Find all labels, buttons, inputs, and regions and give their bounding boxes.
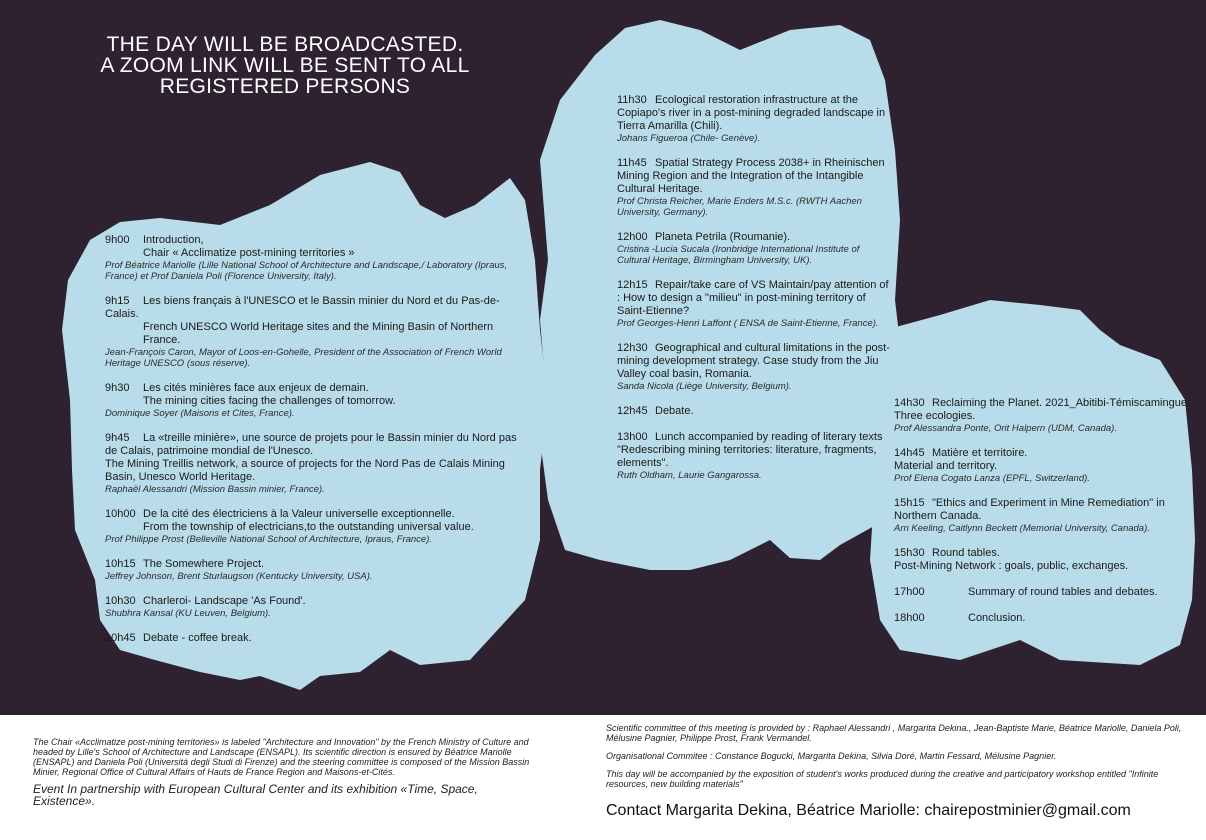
program-item [617, 231, 892, 266]
broadcast-headline [60, 34, 510, 97]
program-title: Les cités minières face aux enjeux de demain. [143, 382, 369, 394]
program-speakers: Arn Keeling, Caitlynn Beckett (Memorial University, Canada). [894, 523, 1150, 534]
program-title: Reclaiming the Planet. 2021_Abitibi-Témiscamingue: Three ecologies. [894, 397, 1191, 422]
program-time: 10h00 [105, 508, 136, 520]
program-title: De la cité des électriciens à la Valeur universelle exceptionnelle. [143, 508, 455, 520]
program-item [105, 595, 525, 619]
program-time: 12h15 [617, 279, 648, 291]
program-title: Debate. [655, 405, 694, 417]
program-speakers: Johans Figueroa (Chile- Genève). [617, 133, 761, 144]
program-time: 9h00 [105, 234, 130, 246]
program-time: 15h15 [894, 497, 925, 509]
chair-description: The Chair «Acclimatize post-mining territories» is labeled "Architecture and Innovation" by the French Ministry of Culture and headed by Lille's School of Architecture and Landscape (ENSAPL). Its scientific direction is ensured by Béatrice Mariolle (ENSAPL) and Daniela Poli (Università degli Studi di Firenze) and the steering committee is composed of the Mission Bassin Minier, Regional Office of Cultural Affairs of Hauts de France Region and Maisons-et-Cités. [33, 737, 530, 777]
program-title: Les biens français à l'UNESCO et le Bassin minier du Nord et du Pas-de-Calais. [105, 295, 500, 320]
program-time: 9h30 [105, 382, 130, 394]
program-time: 15h30 [894, 547, 925, 559]
program-item [894, 497, 1194, 534]
program-item [617, 94, 892, 144]
partnership-note: Event In partnership with European Cultural Center and its exhibition «Time, Space, Existence». [33, 782, 478, 808]
program-title: Summary of round tables and debates. [968, 586, 1158, 598]
program-title: Repair/take care of VS Maintain/pay attention of : How to design a "milieu" in post-mining territory of Saint-Etienne? [617, 279, 889, 317]
program-subtitle: From the township of electricians,to the outstanding universal value. [143, 521, 474, 533]
program-time: 17h00 [894, 586, 925, 598]
program-item [617, 431, 892, 481]
program-item [894, 397, 1194, 434]
program-item [105, 432, 525, 495]
footer [0, 715, 1206, 840]
program-title: Charleroi- Landscape 'As Found'. [143, 595, 306, 607]
program-item [894, 612, 1194, 625]
exposition-note: This day will be accompanied by the exposition of student's works produced during the creative and participatory workshop entitled "Infinite resources, new building materials" [606, 769, 1159, 789]
program-time: 9h45 [105, 432, 130, 444]
program-title: Introduction, [143, 234, 204, 246]
program-time: 18h00 [894, 612, 925, 624]
scientific-committee: Scientific committee of this meeting is provided by : Raphael Alessandri , Margarita Dekina., Jean-Baptiste Marie, Béatrice Mariolle, Daniela Poli, Mélusine Pagnier, Philippe Prost, Frank Vermandel. [606, 723, 1182, 743]
program-item [894, 447, 1194, 484]
program-speakers: Jeffrey Johnson, Brent Sturlaugson (Kentucky University, USA). [105, 571, 373, 582]
headline-line-2: A ZOOM LINK WILL BE SENT TO ALL [100, 54, 470, 77]
headline-line-3: REGISTERED PERSONS [159, 75, 411, 98]
program-subtitle: Chair « Acclimatize post-mining territories » [143, 247, 355, 259]
footer-left [33, 737, 538, 807]
program-item [105, 632, 525, 645]
program-time: 14h30 [894, 397, 925, 409]
program-speakers: Jean-François Caron, Mayor of Loos-en-Gohelle, President of the Association of French World Heritage UNESCO (sous réserve). [105, 347, 502, 369]
program-time: 10h15 [105, 558, 136, 570]
program-subtitle: The Mining Treillis network, a source of projects for the Nord Pas de Calais Mining Basin, Unesco World Heritage. [105, 458, 505, 483]
midday-program [617, 94, 892, 494]
program-speakers: Prof Béatrice Mariolle (Lille National School of Architecture and Landscape,/ Laboratory (Ipraus, France) et Prof Daniela Poli (Florence University, Italy). [105, 260, 508, 282]
program-title: Debate - coffee break. [143, 632, 252, 644]
program-subtitle: French UNESCO World Heritage sites and the Mining Basin of Northern France. [143, 321, 494, 346]
program-title: La «treille minière», une source de projets pour le Bassin minier du Nord pas de Calais, patrimoine mondial de l'Unesco. [105, 432, 517, 457]
program-speakers: Prof Elena Cogato Lanza (EPFL, Switzerland). [894, 473, 1090, 484]
program-time: 10h30 [105, 595, 136, 607]
morning-program [105, 234, 525, 658]
program-item [894, 547, 1194, 573]
program-time: 9h15 [105, 295, 130, 307]
afternoon-program [894, 397, 1194, 638]
contact-line: Contact Margarita Dekina, Béatrice Mariolle: chairepostminier@gmail.com [606, 802, 1131, 819]
program-speakers: Sanda Nicola (Liège University, Belgium). [617, 381, 792, 392]
program-time: 10h45 [105, 632, 136, 644]
program-subtitle: Post-Mining Network : goals, public, exchanges. [894, 560, 1129, 572]
program-title: Geographical and cultural limitations in the post-mining development strategy. Case study from the Jiu Valley coal basin, Romania. [617, 342, 890, 380]
program-item [105, 295, 525, 369]
program-subtitle: The mining cities facing the challenges of tomorrow. [143, 395, 396, 407]
program-speakers: Ruth Oldham, Laurie Gangarossa. [617, 470, 762, 481]
program-title: Matière et territoire. [932, 447, 1028, 459]
program-title: Round tables. [932, 547, 1000, 559]
program-item [617, 279, 892, 329]
program-time: 12h00 [617, 231, 648, 243]
program-time: 11h45 [617, 157, 647, 169]
program-speakers: Prof Georges-Henri Laffont ( ENSA de Saint-Etienne, France). [617, 318, 879, 329]
footer-right [606, 723, 1196, 797]
program-title: Planeta Petrila (Roumanie). [655, 231, 791, 243]
program-speakers: Cristina -Lucia Sucala (Ironbridge International Institute of Cultural Heritage, Birmingham University, UK). [617, 244, 860, 266]
program-title: Spatial Strategy Process 2038+ in Rheinischen Mining Region and the Integration of the Intangible Cultural Heritage. [617, 157, 885, 195]
program-speakers: Shubhra Kansal (KU Leuven, Belgium). [105, 608, 271, 619]
program-time: 14h45 [894, 447, 925, 459]
program-title: Lunch accompanied by reading of literary texts "Redescribing mining territories: literature, fragments, elements". [617, 431, 883, 469]
program-speakers: Prof Philippe Prost (Belleville National School of Architecture, Ipraus, France). [105, 534, 433, 545]
program-speakers: Prof Christa Reicher, Marie Enders M.S.c. (RWTH Aachen University, Germany). [617, 196, 862, 218]
program-title: The Somewhere Project. [143, 558, 265, 570]
program-time: 11h30 [617, 94, 647, 106]
program-title: Conclusion. [968, 612, 1026, 624]
program-item [105, 382, 525, 419]
program-item [105, 234, 525, 282]
program-title: Ecological restoration infrastructure at the Copiapo's river in a post-mining degraded landscape in Tierra Amarilla (Chili). [617, 94, 886, 132]
program-title: "Ethics and Experiment in Mine Remediation" in Northern Canada. [894, 497, 1165, 522]
program-subtitle: Material and territory. [894, 460, 998, 472]
program-time: 12h30 [617, 342, 648, 354]
program-time: 12h45 [617, 405, 648, 417]
program-speakers: Prof Alessandra Ponte, Orit Halpern (UDM, Canada). [894, 423, 1117, 434]
program-item [617, 342, 892, 392]
program-item [617, 157, 892, 218]
program-speakers: Dominique Soyer (Maisons et Cites, France). [105, 408, 295, 419]
headline-line-1: THE DAY WILL BE BROADCASTED. [106, 33, 464, 56]
program-speakers: Raphaël Alessandri (Mission Bassin minier, France). [105, 484, 325, 495]
program-item [105, 508, 525, 545]
program-item [894, 586, 1194, 599]
program-item [617, 405, 892, 418]
program-time: 13h00 [617, 431, 648, 443]
organisational-committee: Organisational Commitee : Constance Bogucki, Margarita Dekina, Silvia Doré, Martin Fessard, Mélusine Pagnier. [606, 751, 1057, 761]
program-item [105, 558, 525, 582]
